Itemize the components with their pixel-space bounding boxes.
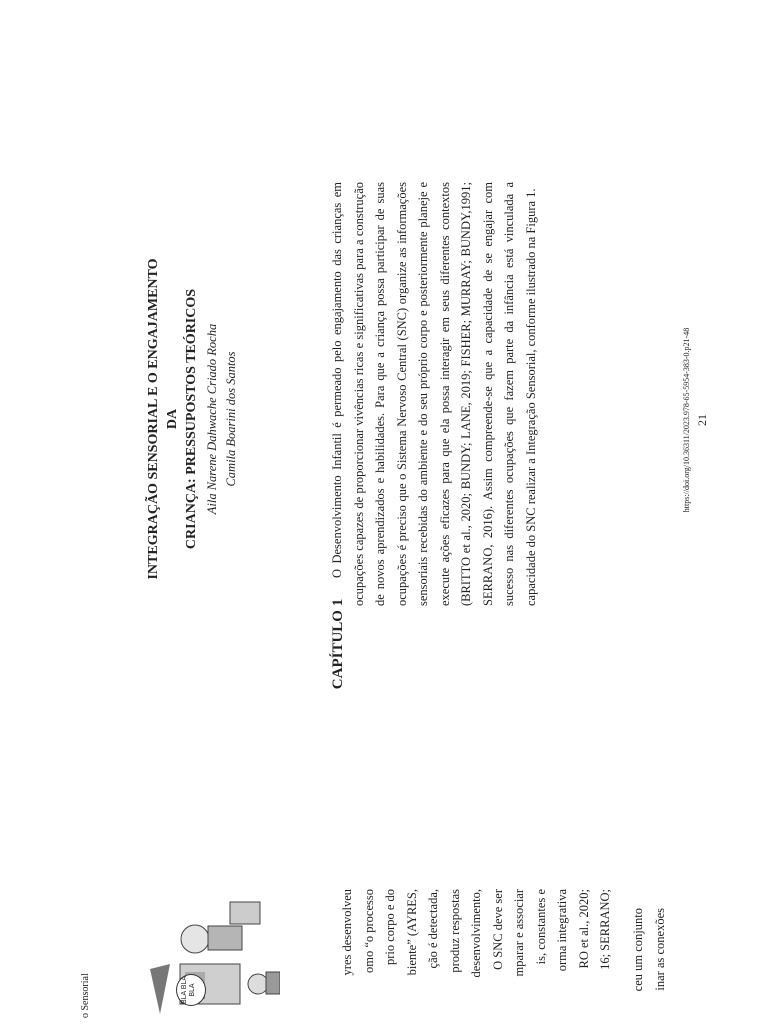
facing-line: O SNC deve ser bbox=[490, 889, 505, 970]
chapter-title-line-2: CRIANÇA: PRESSUPOSTOS TEÓRICOS bbox=[184, 288, 199, 550]
facing-line: desenvolvimento, bbox=[469, 889, 483, 978]
chapter-title-line-1: INTEGRAÇÃO SENSORIAL E O ENGAJAMENTO DA bbox=[146, 258, 180, 580]
facing-line: biente” (AYRES, bbox=[404, 889, 419, 976]
speech-bubble: BLA BLA BLA bbox=[176, 974, 206, 1006]
facing-page-header: o Sensorial bbox=[80, 973, 91, 1018]
doi-link[interactable]: https://doi.org/10.36311/2023.978-65-5954-383-0.p21-48 bbox=[682, 327, 691, 513]
page-number: 21 bbox=[695, 414, 709, 426]
author-2: Camila Boarini dos Santos bbox=[224, 351, 238, 487]
facing-line: inar as conexões bbox=[652, 908, 667, 991]
paragraph-1: O Desenvolvimento Infantil é permeado pelo engajamento das crianças em ocupações capazes de proporcionar vivências ricas e significativas para a construção de novos aprendizados e habilidades. Para que a criança possa participar de suas ocupações é preciso que o Sistema Nervoso Central (SNC) organize as informações sensoriais recebidas do ambiente e do seu próprio corpo e posteriormente planeje e execute ações eficazes para que ela possa interagir em seus diferentes contextos (BRITTO et al., 2020; BUNDY; LANE, 2019; FISHER; MURRAY; BUNDY,1991; SERRANO, 2016). Assim compreende-se que a capacidade de se engajar com sucesso nas diferentes ocupações que fazem parte da infância está vinculada a capacidade do SNC realizar a Integração Sensorial, conforme ilustrado na Figura 1. bbox=[330, 182, 538, 606]
facing-page-paragraph bbox=[337, 889, 617, 1024]
facing-line: produz respostas bbox=[447, 889, 462, 973]
facing-line: RO et al., 2020; bbox=[576, 889, 591, 969]
facing-line: omo “o processo bbox=[361, 889, 376, 974]
author-1: Aila Narene Dahwache Criado Rocha bbox=[205, 323, 219, 515]
facing-page-paragraph-2 bbox=[628, 908, 671, 1024]
facing-line: is, constantes e bbox=[533, 889, 548, 965]
facing-line: yres desenvolveu bbox=[340, 889, 354, 976]
facing-line: prio corpo e do bbox=[383, 889, 397, 966]
facing-line: ção é detectada, bbox=[426, 889, 440, 969]
body-paragraph bbox=[327, 182, 542, 606]
chapter-title bbox=[144, 254, 201, 584]
facing-line: orma integrativa bbox=[555, 889, 569, 972]
facing-line: mparar e associar bbox=[512, 889, 526, 977]
chapter-label: CAPÍTULO 1 bbox=[330, 598, 346, 690]
facing-line: 16; SERRANO; bbox=[598, 889, 612, 970]
facing-line: ceu um conjunto bbox=[631, 908, 645, 992]
children-illustration bbox=[140, 894, 280, 1024]
